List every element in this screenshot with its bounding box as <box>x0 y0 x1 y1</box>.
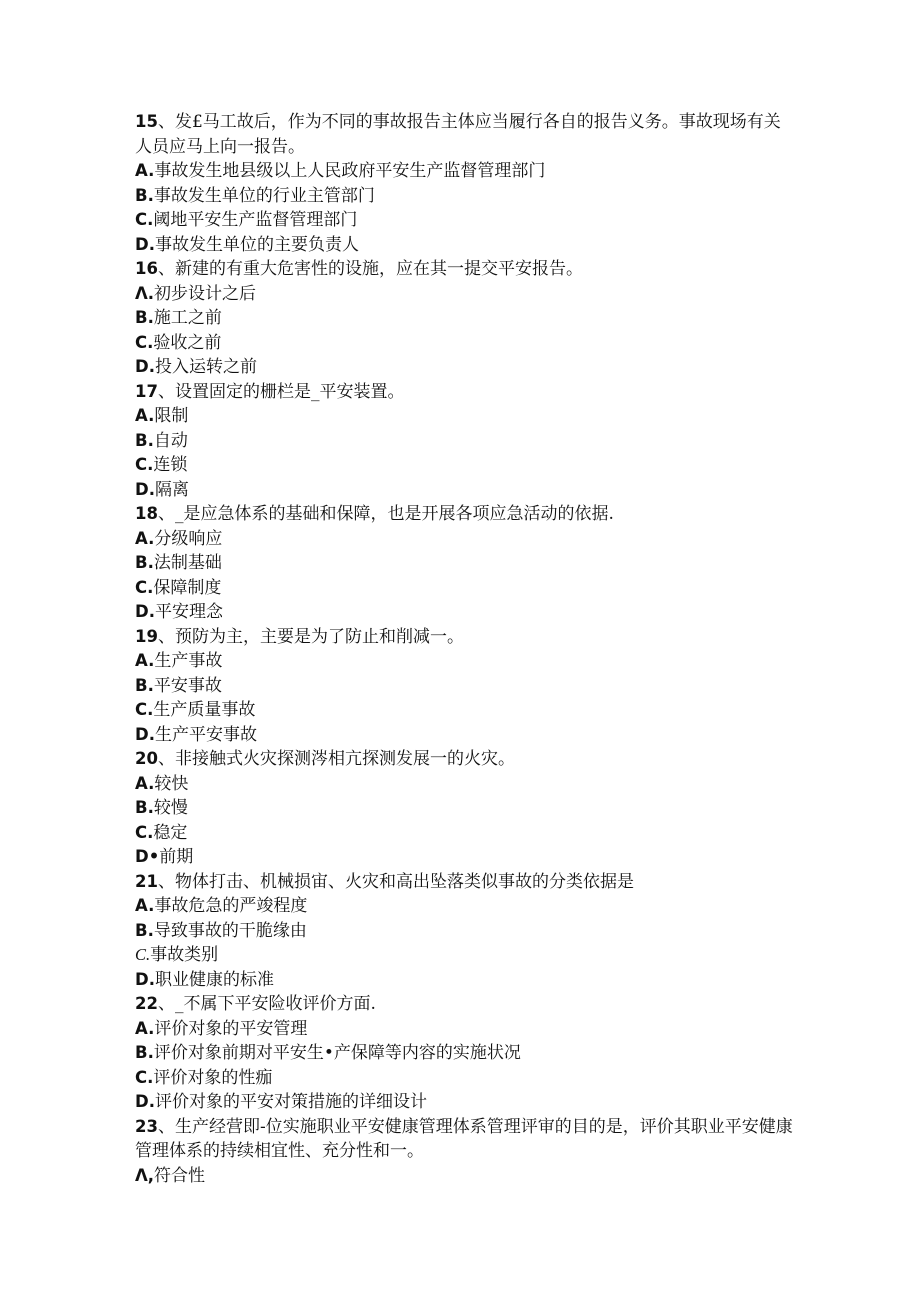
question-18 <box>135 502 795 527</box>
option-text: 前期 <box>159 847 194 867</box>
question-22 <box>135 992 795 1017</box>
question-text: 、预防为主，主要是为了防止和削减一。 <box>157 626 464 647</box>
option-label: D. <box>135 357 155 376</box>
option-label: C. <box>135 945 151 964</box>
question-text: 、新建的有重大危害性的设施，应在其一提交平安报告。 <box>157 259 583 279</box>
option-label: A. <box>135 773 155 793</box>
option-18-c <box>135 576 795 601</box>
question-text: 、发£马工故后，作为不同的事故报告主体应当履行各自的报告义务。事故现场有关人员应马上向一报告。 <box>135 112 781 157</box>
option-label: Λ, <box>135 1165 155 1185</box>
option-17-b <box>135 429 795 454</box>
option-label: C. <box>135 210 154 229</box>
option-17-c <box>135 453 795 478</box>
option-label: D. <box>135 1092 155 1111</box>
option-22-d <box>135 1090 795 1115</box>
option-18-b <box>135 551 795 576</box>
option-label: A. <box>135 896 155 915</box>
option-text: 连锁 <box>153 455 188 475</box>
option-text: 评价对象的平安管理 <box>154 1018 308 1039</box>
option-text: 评价对象的平安对策措施的详细设计 <box>154 1092 427 1112</box>
question-text: 、非接触式火灾探测涔相亢探测发展一的火灾。 <box>157 749 515 769</box>
option-21-d <box>135 968 795 993</box>
option-18-d <box>135 600 795 625</box>
question-21 <box>135 870 795 895</box>
option-text: 事故危急的严竣程度 <box>154 896 308 916</box>
option-16-d <box>135 355 795 380</box>
option-label: B. <box>135 430 154 450</box>
option-20-d <box>135 845 795 870</box>
option-text: 阈地平安生产监督管理部门 <box>153 210 358 230</box>
option-text: 事故类别 <box>150 945 219 965</box>
question-19 <box>135 625 795 650</box>
option-15-b <box>135 184 795 209</box>
option-16-a <box>135 282 795 307</box>
option-15-d <box>135 233 795 258</box>
option-label: D. <box>135 724 155 744</box>
option-23-a <box>135 1164 795 1189</box>
option-22-b <box>135 1041 795 1066</box>
option-text: 较快 <box>154 773 189 794</box>
option-label: B. <box>135 553 154 572</box>
option-label: D. <box>135 602 155 621</box>
option-15-a <box>135 159 795 184</box>
option-label: D• <box>135 847 160 866</box>
question-text: 、_是应急体系的基础和保障，也是开展各项应急活动的依据. <box>157 504 614 524</box>
option-label: B. <box>135 185 154 205</box>
question-text: 、生产经营即-位实施职业平安健康管理体系管理评审的目的是，评价其职业平安健康管理体系的持续相宜性、充分性和一。 <box>135 1116 793 1161</box>
question-number: 20 <box>135 749 158 768</box>
option-text: 稳定 <box>153 822 188 843</box>
option-text: 投入运转之前 <box>154 357 257 377</box>
option-text: 初步设计之后 <box>154 283 257 304</box>
option-19-a <box>135 649 795 674</box>
option-18-a <box>135 527 795 552</box>
option-label: C. <box>135 577 154 597</box>
question-15 <box>135 110 795 159</box>
option-19-c <box>135 698 795 723</box>
option-text: 施工之前 <box>153 308 222 328</box>
option-text: 平安事故 <box>153 675 222 696</box>
option-21-b <box>135 919 795 944</box>
question-number: 16 <box>135 259 158 278</box>
question-number: 18 <box>135 504 158 523</box>
document-body <box>135 110 795 1188</box>
option-label: A. <box>135 161 155 180</box>
option-text: 生产质量事故 <box>153 700 256 720</box>
option-label: A. <box>135 651 155 670</box>
option-22-a <box>135 1017 795 1042</box>
option-label: A. <box>135 528 155 548</box>
question-number: 22 <box>135 994 158 1013</box>
question-17 <box>135 380 795 405</box>
question-text: 、设置固定的栅栏是_平安装置。 <box>157 381 405 402</box>
option-text: 生产事故 <box>154 651 223 671</box>
question-text: 、物体打击、机械损宙、火灾和高出坠落类似事故的分类依据是 <box>157 871 634 892</box>
option-22-c <box>135 1066 795 1091</box>
option-text: 职业健康的标准 <box>154 969 274 990</box>
option-text: 隔离 <box>154 479 189 500</box>
option-16-b <box>135 306 795 331</box>
option-text: 评价对象的性痂 <box>153 1067 273 1088</box>
option-19-b <box>135 674 795 699</box>
option-text: 法制基础 <box>153 553 222 573</box>
option-text: 事故发生单位的主要负责人 <box>154 234 359 255</box>
option-21-a <box>135 894 795 919</box>
question-number: 23 <box>135 1116 158 1136</box>
question-number: 19 <box>135 626 158 646</box>
option-16-c <box>135 331 795 356</box>
option-20-c <box>135 821 795 846</box>
option-17-d <box>135 478 795 503</box>
option-text: 导致事故的干脆缘由 <box>153 920 307 941</box>
option-label: C. <box>135 455 154 474</box>
option-label: C. <box>135 822 154 842</box>
option-text: 限制 <box>154 406 189 426</box>
option-17-a <box>135 404 795 429</box>
option-20-b <box>135 796 795 821</box>
option-label: D. <box>135 234 155 254</box>
option-label: C. <box>135 700 154 719</box>
question-number: 17 <box>135 381 158 401</box>
option-21-c <box>135 943 795 968</box>
option-text: 生产平安事故 <box>154 724 257 745</box>
option-label: A. <box>135 406 155 425</box>
option-text: 验收之前 <box>153 332 222 353</box>
question-23 <box>135 1115 795 1164</box>
option-label: A. <box>135 1018 155 1038</box>
question-16 <box>135 257 795 282</box>
option-20-a <box>135 772 795 797</box>
option-label: B. <box>135 920 154 940</box>
question-text: 、_不属下平安险收评价方面. <box>157 994 376 1014</box>
option-label: B. <box>135 798 154 817</box>
question-number: 21 <box>135 871 158 891</box>
option-text: 保障制度 <box>153 577 222 598</box>
option-label: B. <box>135 1043 154 1062</box>
option-text: 平安理念 <box>154 602 223 622</box>
option-label: D. <box>135 969 155 989</box>
option-text: 事故发生地县级以上人民政府平安生产监督管理部门 <box>154 161 546 181</box>
question-number: 15 <box>135 112 158 131</box>
option-19-d <box>135 723 795 748</box>
option-label: C. <box>135 1067 154 1087</box>
option-label: B. <box>135 675 154 695</box>
option-label: Λ. <box>135 283 155 303</box>
option-label: B. <box>135 308 154 327</box>
question-20 <box>135 747 795 772</box>
option-text: 评价对象前期对平安生•产保障等内容的实施状况 <box>153 1043 521 1063</box>
option-text: 自动 <box>153 430 188 451</box>
option-label: C. <box>135 332 154 352</box>
option-label: D. <box>135 479 155 499</box>
option-text: 分级响应 <box>154 528 223 549</box>
option-text: 符合性 <box>154 1165 206 1186</box>
option-text: 事故发生单位的行业主管部门 <box>153 185 375 206</box>
option-15-c <box>135 208 795 233</box>
option-text: 较慢 <box>153 798 188 818</box>
